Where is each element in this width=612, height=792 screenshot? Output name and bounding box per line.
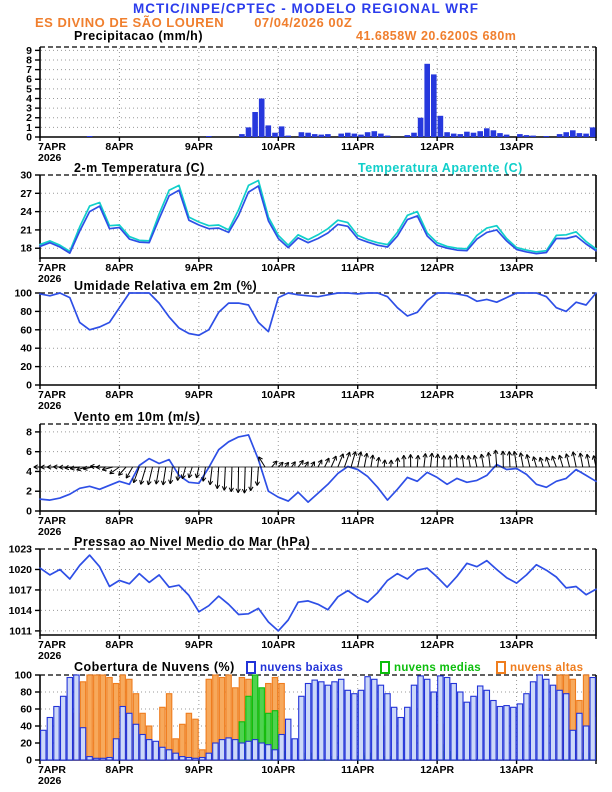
svg-text:10APR: 10APR [261, 262, 296, 274]
panel-title-cloud-cover: Cobertura de Nuvens (%) [74, 660, 235, 674]
svg-text:7: 7 [26, 64, 32, 77]
svg-text:7APR: 7APR [38, 262, 67, 274]
svg-text:9APR: 9APR [184, 141, 213, 153]
svg-text:10APR: 10APR [261, 764, 296, 776]
run-datetime: 07/04/2026 00Z [254, 15, 353, 30]
panel-title-temperature: 2-m Temperatura (C) [74, 161, 205, 175]
svg-text:11APR: 11APR [341, 389, 375, 401]
svg-text:1014: 1014 [8, 604, 32, 617]
svg-text:4: 4 [26, 92, 32, 105]
legend-mid-clouds-label: nuvens medias [394, 661, 481, 674]
svg-text:10APR: 10APR [261, 515, 296, 527]
svg-text:27: 27 [20, 187, 32, 200]
svg-text:4: 4 [26, 465, 32, 478]
svg-text:12APR: 12APR [420, 639, 455, 651]
svg-text:10APR: 10APR [261, 639, 296, 651]
svg-text:8: 8 [26, 426, 32, 439]
svg-text:13APR: 13APR [499, 141, 534, 153]
svg-text:8APR: 8APR [105, 515, 134, 527]
svg-text:13APR: 13APR [499, 262, 534, 274]
svg-text:7APR: 7APR [38, 639, 67, 651]
svg-text:2: 2 [26, 112, 32, 125]
svg-text:12APR: 12APR [420, 515, 455, 527]
svg-text:9APR: 9APR [184, 764, 213, 776]
svg-text:60: 60 [20, 703, 32, 716]
svg-text:1: 1 [26, 121, 32, 134]
svg-text:11APR: 11APR [341, 639, 375, 651]
svg-text:12APR: 12APR [420, 764, 455, 776]
svg-text:1023: 1023 [8, 543, 32, 556]
svg-text:40: 40 [20, 342, 32, 355]
svg-text:2026: 2026 [38, 273, 62, 285]
svg-text:8: 8 [26, 54, 32, 67]
svg-text:13APR: 13APR [499, 515, 534, 527]
svg-text:9APR: 9APR [184, 262, 213, 274]
svg-text:80: 80 [20, 686, 32, 699]
svg-text:2026: 2026 [38, 400, 62, 412]
svg-text:20: 20 [20, 361, 32, 374]
svg-text:30: 30 [20, 169, 32, 182]
location-coordinates: 41.6858W 20.6200S 680m [356, 29, 517, 43]
svg-text:0: 0 [26, 754, 32, 767]
svg-text:3: 3 [26, 102, 32, 115]
svg-text:7APR: 7APR [38, 141, 67, 153]
svg-text:12APR: 12APR [420, 389, 455, 401]
svg-text:7APR: 7APR [38, 389, 67, 401]
svg-text:1017: 1017 [8, 584, 32, 597]
panel-title-precipitation: Precipitacao (mm/h) [74, 29, 203, 43]
svg-text:20: 20 [20, 737, 32, 750]
legend-low-clouds-label: nuvens baixas [260, 661, 344, 674]
svg-text:9APR: 9APR [184, 515, 213, 527]
svg-text:13APR: 13APR [499, 639, 534, 651]
model-title: MCTIC/INPE/CPTEC - MODELO REGIONAL WRF [133, 1, 479, 16]
svg-text:8APR: 8APR [105, 639, 134, 651]
svg-text:1020: 1020 [8, 563, 32, 576]
svg-text:10APR: 10APR [261, 141, 296, 153]
svg-text:40: 40 [20, 720, 32, 733]
svg-text:60: 60 [20, 324, 32, 337]
svg-text:2026: 2026 [38, 526, 62, 538]
svg-text:100: 100 [14, 287, 32, 300]
svg-text:13APR: 13APR [499, 389, 534, 401]
svg-text:24: 24 [20, 206, 32, 219]
svg-text:0: 0 [26, 379, 32, 392]
svg-text:12APR: 12APR [420, 141, 455, 153]
legend-high-clouds-label: nuvens altas [510, 661, 584, 674]
svg-text:8APR: 8APR [105, 389, 134, 401]
svg-text:1011: 1011 [9, 625, 32, 638]
panel-title-pressure: Pressao ao Nivel Medio do Mar (hPa) [74, 535, 311, 549]
svg-text:0: 0 [26, 505, 32, 518]
svg-text:8APR: 8APR [105, 262, 134, 274]
svg-text:13APR: 13APR [499, 764, 534, 776]
svg-text:11APR: 11APR [341, 515, 375, 527]
svg-text:9APR: 9APR [184, 639, 213, 651]
svg-text:11APR: 11APR [341, 141, 375, 153]
svg-text:12APR: 12APR [420, 262, 455, 274]
panel-title-wind: Vento em 10m (m/s) [74, 410, 201, 424]
svg-text:18: 18 [20, 242, 32, 255]
svg-text:8APR: 8APR [105, 764, 134, 776]
legend-apparent-temperature: Temperatura Aparente (C) [358, 161, 523, 175]
panel-title-humidity: Umidade Relativa em 2m (%) [74, 279, 258, 293]
svg-text:10APR: 10APR [261, 389, 296, 401]
svg-text:9: 9 [26, 44, 32, 57]
svg-text:2026: 2026 [38, 650, 62, 662]
svg-text:0: 0 [26, 131, 32, 144]
svg-text:9APR: 9APR [184, 389, 213, 401]
svg-text:100: 100 [14, 669, 32, 682]
svg-text:8APR: 8APR [105, 141, 134, 153]
svg-text:2: 2 [26, 485, 32, 498]
svg-text:11APR: 11APR [341, 262, 375, 274]
svg-text:21: 21 [20, 224, 32, 237]
svg-text:2026: 2026 [38, 775, 62, 787]
svg-text:80: 80 [20, 305, 32, 318]
svg-text:2026: 2026 [38, 152, 62, 164]
svg-text:6: 6 [26, 73, 32, 86]
svg-text:7APR: 7APR [38, 764, 67, 776]
svg-text:11APR: 11APR [341, 764, 375, 776]
svg-text:5: 5 [26, 83, 32, 96]
svg-text:7APR: 7APR [38, 515, 67, 527]
station-name: ES DIVINO DE SÃO LOUREN [35, 15, 225, 30]
svg-text:6: 6 [26, 446, 32, 459]
